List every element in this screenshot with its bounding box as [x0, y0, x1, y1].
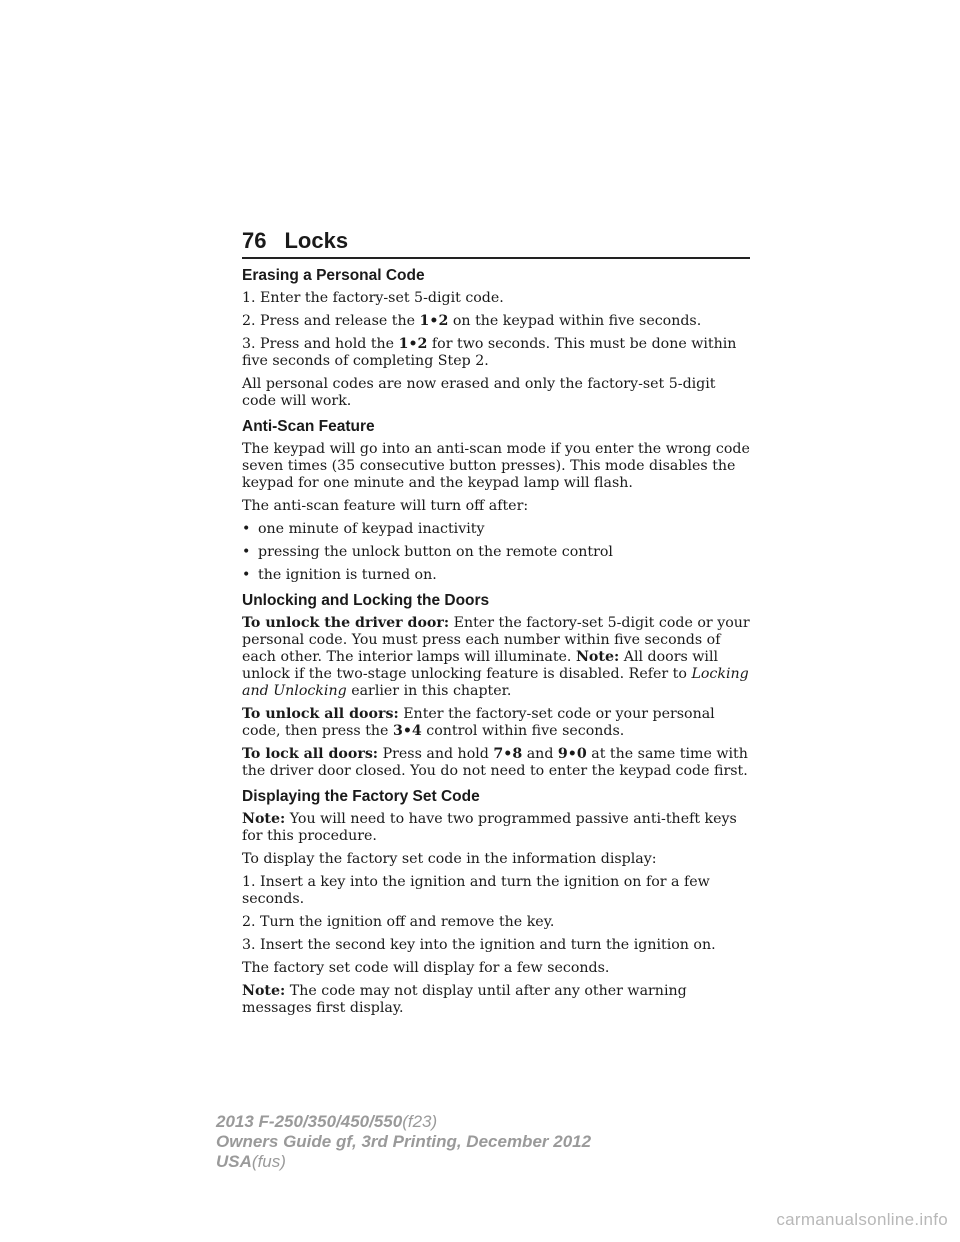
section-title-unlocking: Unlocking and Locking the Doors [242, 592, 490, 609]
erasing-step-3: 3. Press and hold the 1•2 for two seconds. This must be done within five seconds of completing Step 2. [242, 336, 737, 369]
watermark[interactable]: carmanualsonline.info [776, 1210, 948, 1229]
factory-intro: To display the factory set code in the information display: [242, 851, 657, 867]
list-item: • pressing the unlock button on the remote control [242, 544, 613, 560]
bullet-icon: • [242, 521, 251, 537]
page-header [242, 228, 750, 259]
list-item: • one minute of keypad inactivity [242, 521, 485, 537]
section-title-erasing: Erasing a Personal Code [242, 267, 425, 284]
footer-line-1: 2013 F-250/350/450/550(f23) [216, 1112, 438, 1131]
factory-note-2: Note: The code may not display until after any other warning messages first display. [242, 983, 687, 1016]
lock-all-paragraph: To lock all doors: Press and hold 7•8 and 9•0 at the same time with the driver door closed. You do not need to enter the keypad code first. [242, 746, 748, 779]
page-number: 76 [242, 228, 267, 253]
erasing-paragraph: All personal codes are now erased and only the factory-set 5-digit code will work. [242, 376, 716, 409]
antiscan-paragraph-2: The anti-scan feature will turn off after: [242, 498, 529, 514]
document-footer [216, 1112, 591, 1172]
cross-reference: Locking and Unlocking [242, 666, 749, 699]
unlock-driver-paragraph: To unlock the driver door: Enter the factory-set 5-digit code or your personal code. You must press each number within five seconds of each other. The interior lamps will illuminate. Note: All doors will unlock if the two-stage unlocking feature is disabled. Refer to Locking and Unlocking earlier in this chapter. [242, 615, 750, 699]
manual-page [242, 228, 750, 1023]
section-title-factory: Displaying the Factory Set Code [242, 788, 480, 805]
unlock-all-paragraph: To unlock all doors: Enter the factory-set code or your personal code, then press the 3•4 control within five seconds. [242, 706, 715, 739]
footer-line-3: USA(fus) [216, 1152, 286, 1171]
factory-note-1: Note: You will need to have two programmed passive anti-theft keys for this procedure. [242, 811, 737, 844]
footer-line-2: Owners Guide gf, 3rd Printing, December 2012 [216, 1132, 592, 1151]
list-item: • the ignition is turned on. [242, 567, 437, 583]
erasing-step-1: 1. Enter the factory-set 5-digit code. [242, 290, 504, 306]
bullet-icon: • [242, 544, 251, 560]
factory-step-2: 2. Turn the ignition off and remove the key. [242, 914, 555, 930]
section-title-antiscan: Anti-Scan Feature [242, 418, 375, 435]
factory-result: The factory set code will display for a few seconds. [242, 960, 610, 976]
chapter-title: Locks [284, 228, 349, 253]
factory-step-3: 3. Insert the second key into the ignition and turn the ignition on. [242, 937, 716, 953]
factory-step-1: 1. Insert a key into the ignition and turn the ignition on for a few seconds. [242, 874, 710, 907]
erasing-step-2: 2. Press and release the 1•2 on the keypad within five seconds. [242, 313, 702, 329]
bullet-icon: • [242, 567, 251, 583]
antiscan-paragraph-1: The keypad will go into an anti-scan mode if you enter the wrong code seven times (35 consecutive button presses). This mode disables the keypad for one minute and the keypad lamp will flash. [242, 441, 750, 491]
